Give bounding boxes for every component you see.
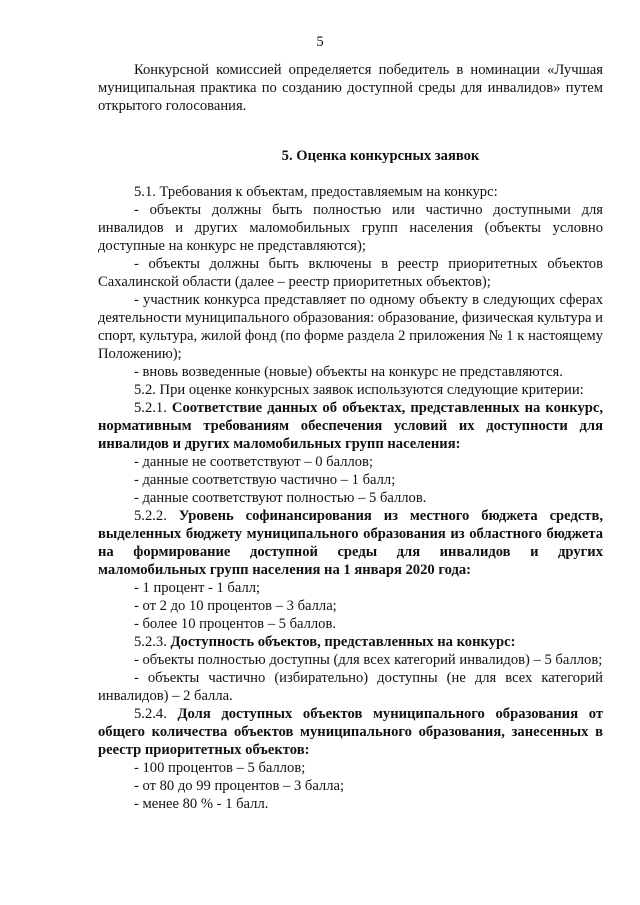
score-item: - объекты частично (избирательно) доступны (не для всех категорий инвалидов) – 2 балла. (98, 670, 603, 704)
clause-number: 5.2.2. (134, 508, 179, 524)
intro-paragraph: Конкурсной комиссией определяется победитель в номинации «Лучшая муниципальная практика по созданию доступной среды для инвалидов» путем открытого голосования. (98, 62, 603, 114)
score-item: - данные не соответствуют – 0 баллов; (134, 454, 374, 470)
requirement-4: - вновь возведенные (новые) объекты на конкурс не представляются. (134, 364, 563, 380)
score-item: - более 10 процентов – 5 баллов. (134, 616, 337, 632)
clause-5-2-2 (98, 507, 603, 579)
clause-5-2: 5.2. При оценке конкурсных заявок используются следующие критерии: (134, 382, 584, 398)
clause-5-2-3 (98, 633, 603, 651)
section-heading: 5. Оценка конкурсных заявок (281, 148, 480, 164)
requirement-3: - участник конкурса представляет по одному объекту в следующих сферах деятельности муниципального образования: образование, физическая культура и спорт, культура, жилой фонд (по форме раздела 2 приложения № 1 к настоящему Положению); (98, 292, 603, 362)
clause-title: Уровень софинансирования из местного бюджета средств, выделенных бюджету муниципального образования из областного бюджета на формирование доступной среды для инвалидов и других маломобильных групп населения на 1 января 2020 года: (98, 508, 604, 578)
score-item: - данные соответствую частично – 1 балл; (134, 472, 396, 488)
clause-5-2-4 (98, 705, 603, 759)
clause-5-2-1 (98, 399, 603, 453)
clause-number: 5.2.1. (134, 400, 172, 416)
score-item: - от 80 до 99 процентов – 3 балла; (134, 778, 345, 794)
clause-number: 5.2.4. (134, 706, 178, 722)
score-item: - 1 процент - 1 балл; (134, 580, 261, 596)
requirement-2: - объекты должны быть включены в реестр приоритетных объектов Сахалинской области (далее – реестр приоритетных объектов); (98, 256, 603, 290)
score-item: - данные соответствуют полностью – 5 баллов. (134, 490, 427, 506)
clause-5-1: 5.1. Требования к объектам, предоставляемым на конкурс: (134, 184, 498, 200)
score-item: - менее 80 % - 1 балл. (134, 796, 269, 812)
clause-number: 5.2.3. (134, 634, 171, 650)
score-item: - 100 процентов – 5 баллов; (134, 760, 306, 776)
score-item: - от 2 до 10 процентов – 3 балла; (134, 598, 337, 614)
document-body (98, 61, 603, 813)
requirement-1: - объекты должны быть полностью или частично доступными для инвалидов и других маломобильных групп населения (объекты условно доступные на конкурс не представляются); (98, 202, 603, 254)
clause-title: Доступность объектов, представленных на конкурс: (170, 634, 516, 650)
clause-title: Доля доступных объектов муниципального образования от общего количества объектов муниципального образования, занесенных в реестр приоритетных объектов: (98, 706, 604, 758)
score-item: - объекты полностью доступны (для всех категорий инвалидов) – 5 баллов; (134, 652, 603, 668)
page-number: 5 (316, 34, 324, 50)
clause-title: Соответствие данных об объектах, представленных на конкурс, нормативным требованиям обеспечения условий их доступности для инвалидов и других маломобильных групп населения: (98, 400, 604, 452)
